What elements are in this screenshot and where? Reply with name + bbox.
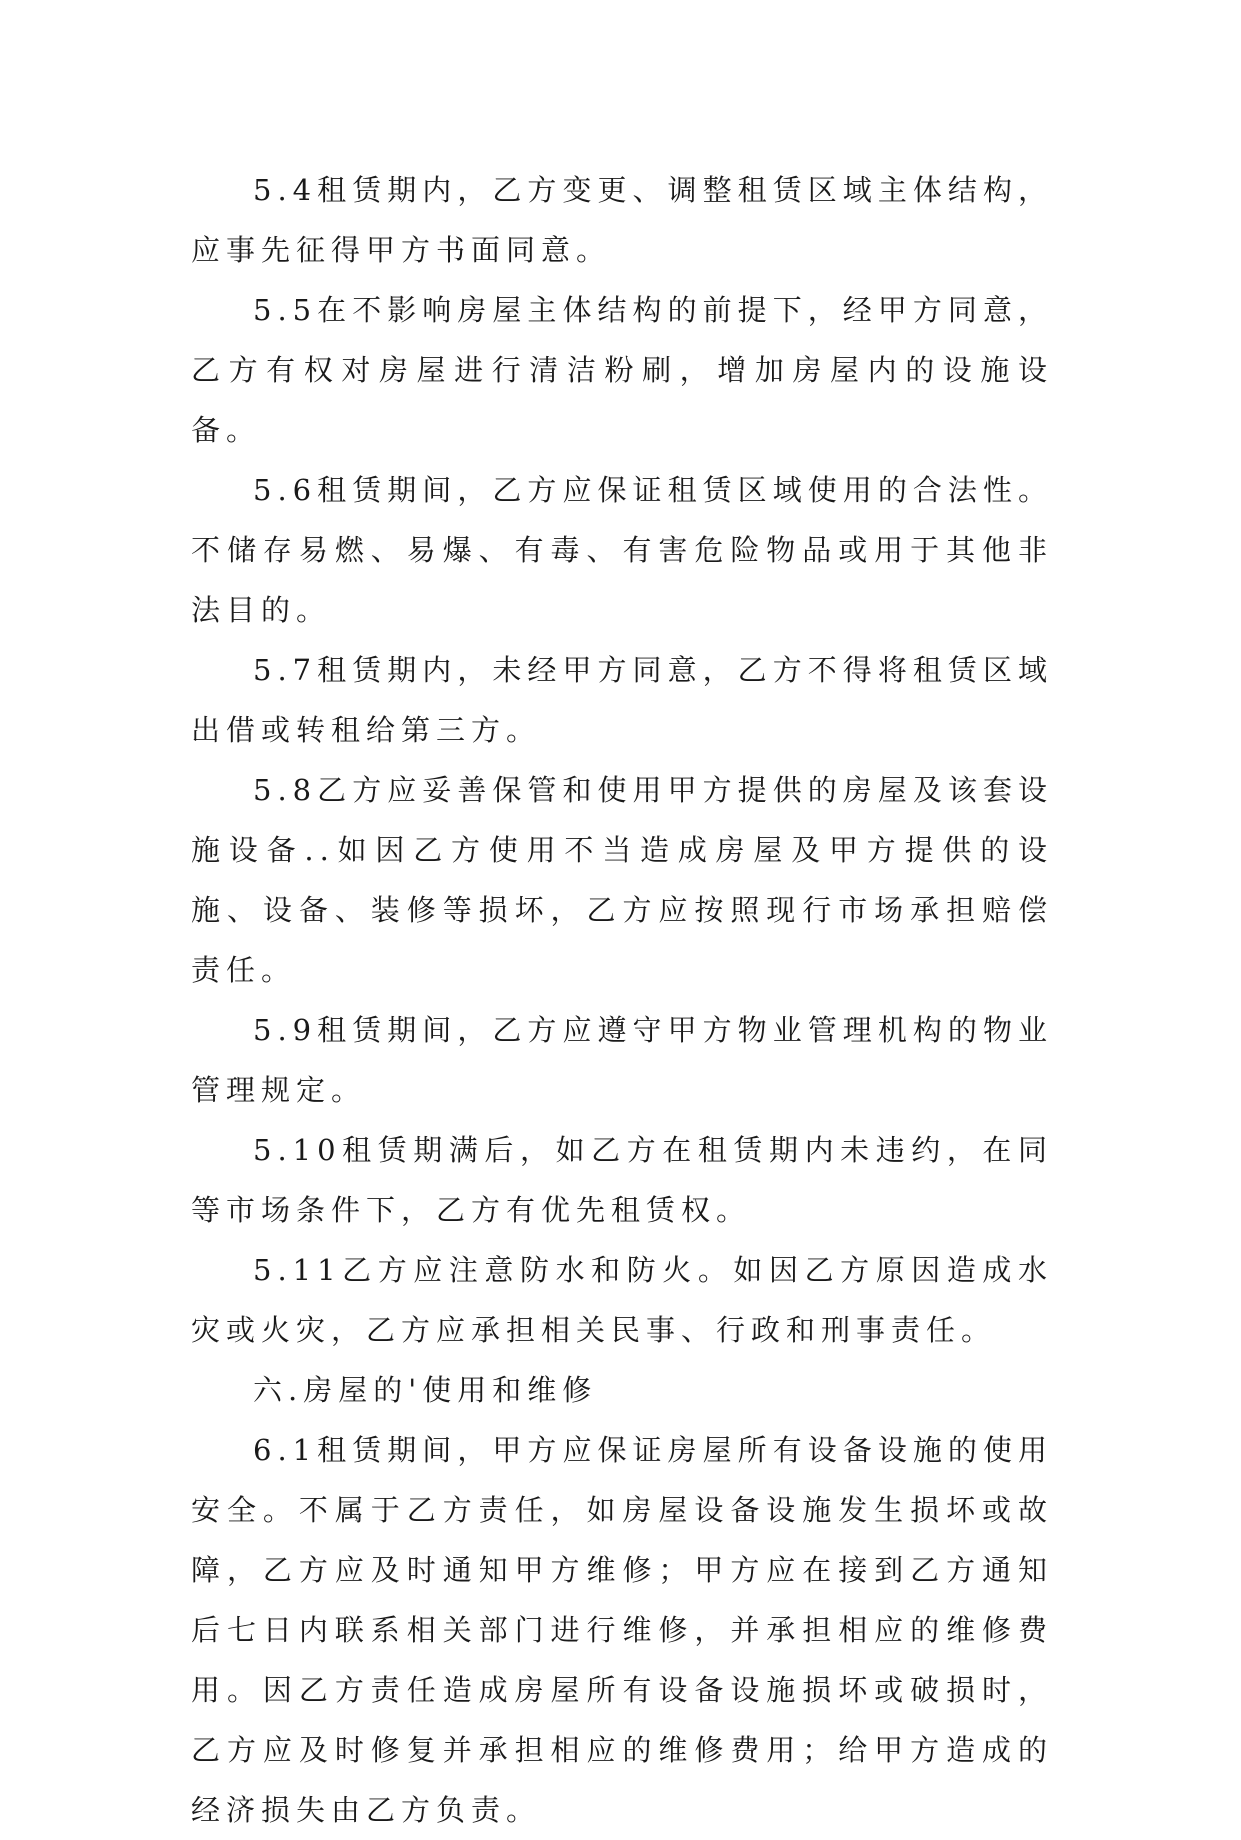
clause-6-1: 6.1租赁期间，甲方应保证房屋所有设备设施的使用安全。不属于乙方责任，如房屋设备设施发生损坏或故障，乙方应及时通知甲方维修；甲方应在接到乙方通知后七日内联系相关部门进行维修，并承担相应的维修费用。因乙方责任造成房屋所有设备设施损坏或破损时，乙方应及时修复并承担相应的维修费用；给甲方造成的经济损失由乙方负责。 [191,1433,1053,1827]
section-heading-6: 六.房屋的'使用和维修 [253,1373,598,1407]
clause-5-8: 5.8乙方应妥善保管和使用甲方提供的房屋及该套设施设备..如因乙方使用不当造成房屋及甲方提供的设施、设备、装修等损坏，乙方应按照现行市场承担赔偿责任。 [191,773,1053,987]
clause-5-5: 5.5在不影响房屋主体结构的前提下，经甲方同意，乙方有权对房屋进行清洁粉刷，增加房屋内的设施设备。 [191,293,1053,447]
clause-5-10: 5.10租赁期满后，如乙方在租赁期内未违约，在同等市场条件下，乙方有优先租赁权。 [191,1133,1053,1227]
document-body [191,160,1053,1840]
clause-5-4: 5.4租赁期内，乙方变更、调整租赁区域主体结构，应事先征得甲方书面同意。 [191,173,1053,267]
clause-5-9: 5.9租赁期间，乙方应遵守甲方物业管理机构的物业管理规定。 [191,1013,1053,1107]
clause-5-6: 5.6租赁期间，乙方应保证租赁区域使用的合法性。不储存易燃、易爆、有毒、有害危险物品或用于其他非法目的。 [191,473,1053,627]
clause-5-11: 5.11乙方应注意防水和防火。如因乙方原因造成水灾或火灾，乙方应承担相关民事、行政和刑事责任。 [191,1253,1053,1347]
clause-5-7: 5.7租赁期内，未经甲方同意，乙方不得将租赁区域出借或转租给第三方。 [191,653,1053,747]
